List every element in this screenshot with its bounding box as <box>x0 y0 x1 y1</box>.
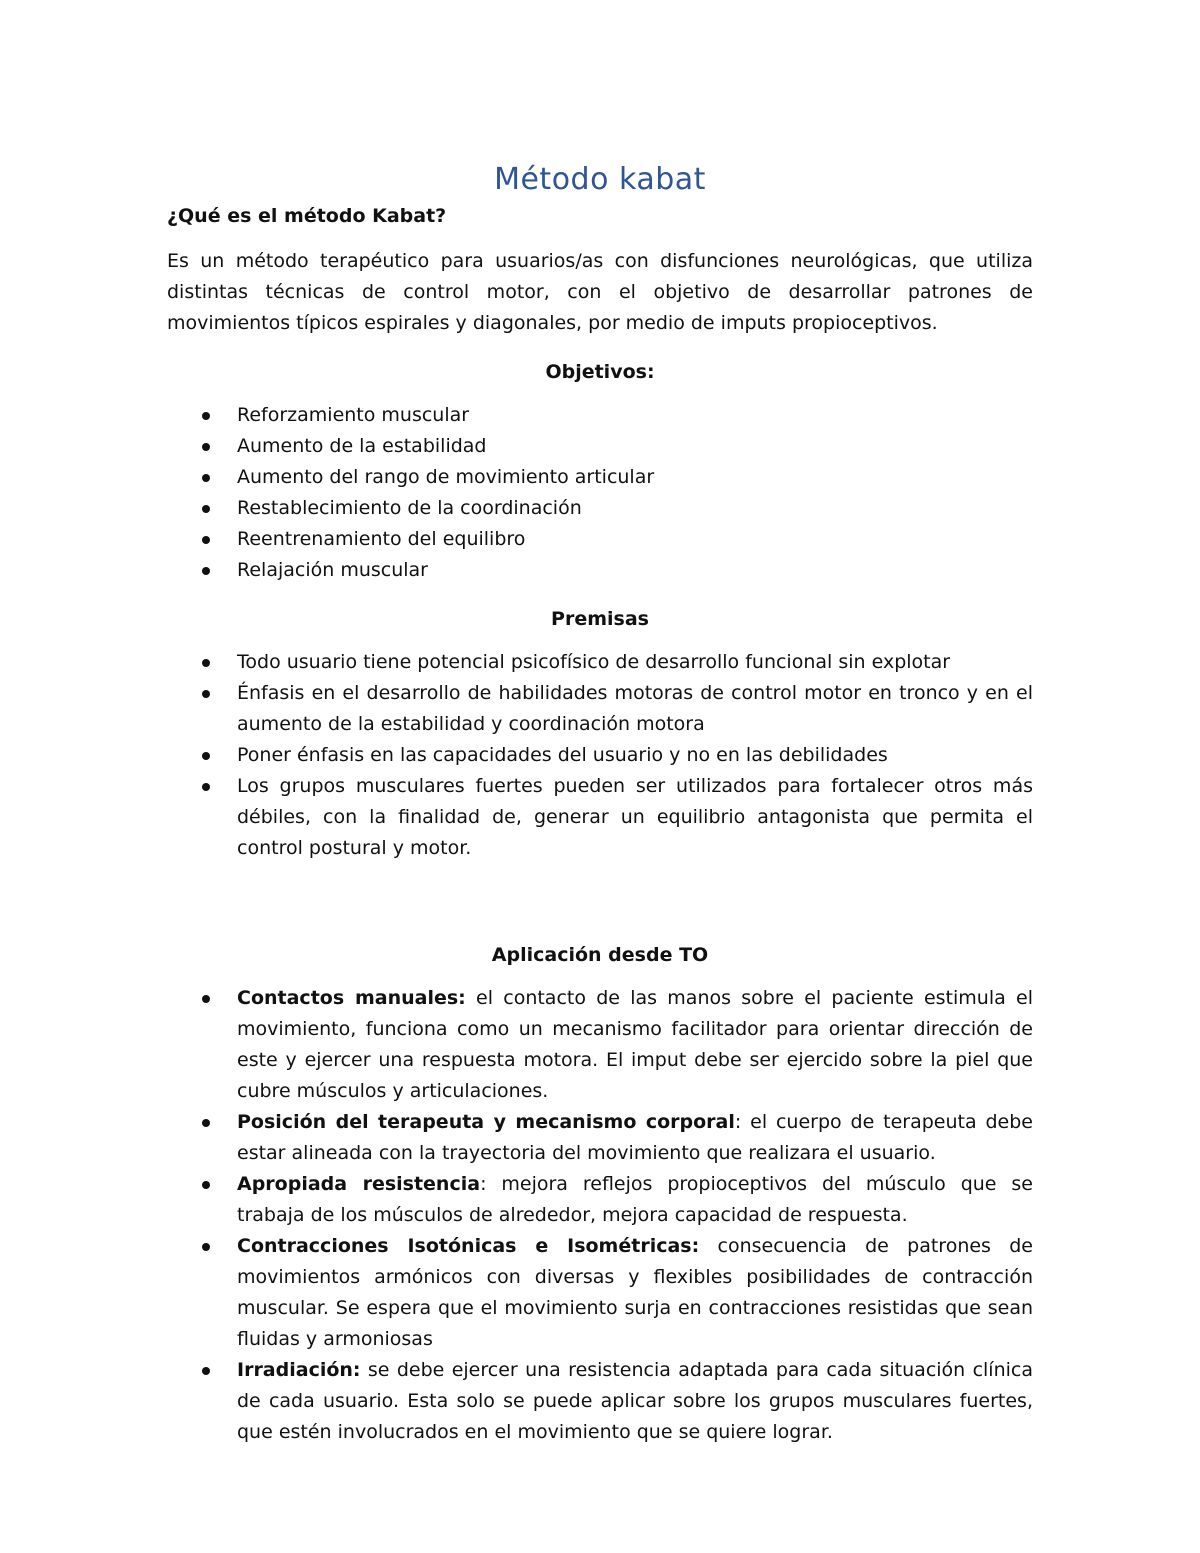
bullet-icon <box>202 505 210 513</box>
bullet-icon <box>202 752 210 760</box>
list-item <box>167 493 1033 524</box>
list-item <box>167 983 1033 1107</box>
list-item-text: Aumento del rango de movimiento articular <box>237 466 655 488</box>
list-item <box>167 678 1033 740</box>
list-item-lead: Irradiación: <box>237 1359 361 1381</box>
document-page <box>167 160 1033 1448</box>
list-item <box>167 647 1033 678</box>
list-item-text: : mejora reflejos propioceptivos del músculo que se trabaja de los músculos de alrededor, mejora capacidad de respuesta. <box>237 1173 1033 1226</box>
list-item <box>167 771 1033 864</box>
list-item <box>167 1355 1033 1448</box>
objetivos-heading: Objetivos: <box>545 361 655 383</box>
list-item-text: : el cuerpo de terapeuta debe estar alineada con la trayectoria del movimiento que realizara el usuario. <box>237 1111 1033 1164</box>
list-item-text: Los grupos musculares fuertes pueden ser utilizados para fortalecer otros más débiles, con la finalidad de, generar un equilibrio antagonista que permita el control postural y motor. <box>237 775 1033 859</box>
aplicacion-list <box>167 983 1033 1448</box>
bullet-icon <box>202 1119 210 1127</box>
bullet-icon <box>202 1367 210 1375</box>
list-item-text: Restablecimiento de la coordinación <box>237 497 582 519</box>
list-item-text: Poner énfasis en las capacidades del usuario y no en las debilidades <box>237 744 888 766</box>
bullet-icon <box>202 443 210 451</box>
list-item-text: consecuencia de patrones de movimientos armónicos con diversas y flexibles posibilidades de contracción muscular. Se espera que el movimiento surja en contracciones resistidas que sean fluidas y armoniosas <box>237 1235 1033 1350</box>
bullet-icon <box>202 659 210 667</box>
bullet-icon <box>202 474 210 482</box>
list-item <box>167 740 1033 771</box>
premisas-heading: Premisas <box>551 608 649 630</box>
question-heading: ¿Qué es el método Kabat? <box>167 205 447 227</box>
list-item-text: Todo usuario tiene potencial psicofísico de desarrollo funcional sin explotar <box>237 651 951 673</box>
bullet-icon <box>202 1181 210 1189</box>
list-item-text: Reforzamiento muscular <box>237 404 470 426</box>
list-item-text: se debe ejercer una resistencia adaptada para cada situación clínica de cada usuario. Esta solo se puede aplicar sobre los grupos musculares fuertes, que estén involucrados en el movimiento que se quiere lograr. <box>237 1359 1033 1443</box>
intro-paragraph: Es un método terapéutico para usuarios/as con disfunciones neurológicas, que utiliza distintas técnicas de control motor, con el objetivo de desarrollar patrones de movimientos típicos espirales y diagonales, por medio de imputs propioceptivos. <box>167 250 1033 334</box>
list-item-text: Reentrenamiento del equilibro <box>237 528 526 550</box>
bullet-icon <box>202 995 210 1003</box>
list-item-text: el contacto de las manos sobre el paciente estimula el movimiento, funciona como un mecanismo facilitador para orientar dirección de este y ejercer una respuesta motora. El imput debe ser ejercido sobre la piel que cubre músculos y articulaciones. <box>237 987 1033 1102</box>
bullet-icon <box>202 536 210 544</box>
list-item <box>167 1169 1033 1231</box>
list-item-lead: Contactos manuales: <box>237 987 466 1009</box>
premisas-list <box>167 647 1033 864</box>
list-item-text: Énfasis en el desarrollo de habilidades motoras de control motor en tronco y en el aumento de la estabilidad y coordinación motora <box>237 682 1033 735</box>
list-item <box>167 431 1033 462</box>
bullet-icon <box>202 1243 210 1251</box>
bullet-icon <box>202 690 210 698</box>
list-item-lead: Contracciones Isotónicas e Isométricas: <box>237 1235 700 1257</box>
document-title: Método kabat <box>494 162 706 197</box>
bullet-icon <box>202 567 210 575</box>
list-item-lead: Posición del terapeuta y mecanismo corporal <box>237 1111 735 1133</box>
list-item <box>167 462 1033 493</box>
list-item <box>167 1107 1033 1169</box>
bullet-icon <box>202 412 210 420</box>
objetivos-list <box>167 400 1033 586</box>
aplicacion-heading: Aplicación desde TO <box>491 944 709 966</box>
bullet-icon <box>202 783 210 791</box>
list-item-text: Aumento de la estabilidad <box>237 435 487 457</box>
list-item <box>167 524 1033 555</box>
list-item-lead: Apropiada resistencia <box>237 1173 481 1195</box>
list-item-text: Relajación muscular <box>237 559 428 581</box>
list-item <box>167 400 1033 431</box>
list-item <box>167 1231 1033 1355</box>
list-item <box>167 555 1033 586</box>
